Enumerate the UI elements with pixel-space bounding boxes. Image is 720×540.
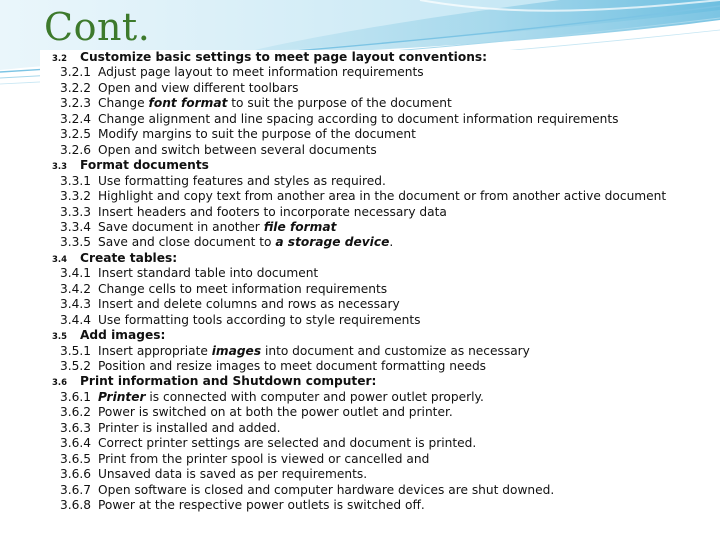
item-number: 3.3.4 (60, 219, 92, 234)
item-text: . (389, 235, 394, 250)
item-number: 3.6.8 (60, 498, 92, 513)
item-number: 3.5.1 (60, 343, 92, 358)
section-heading (40, 328, 165, 344)
outline-item (40, 220, 336, 236)
item-number: 3.6.5 (60, 451, 92, 466)
section-heading (40, 158, 209, 174)
section-heading (40, 251, 177, 267)
item-text: Power at the respective power outlets is switched off. (98, 498, 425, 513)
outline-item (40, 313, 420, 329)
outline-item (40, 452, 429, 468)
outline-item (40, 205, 447, 221)
outline-item (40, 359, 486, 375)
item-text: is connected with computer and power outlet properly. (145, 389, 484, 404)
section-heading (40, 50, 487, 66)
outline-item (40, 297, 400, 313)
item-number: 3.5.2 (60, 359, 92, 373)
section-title: Format documents (80, 158, 209, 173)
outline-item (40, 81, 298, 97)
outline-item (40, 266, 318, 282)
item-text: Use formatting tools according to style requirements (98, 312, 421, 327)
outline-item (40, 112, 618, 128)
outline-item (40, 498, 425, 514)
emphasized-text: images (211, 343, 262, 358)
section-title: Print information and Shutdown computer: (80, 374, 377, 389)
item-text: Insert and delete columns and rows as necessary (98, 297, 400, 312)
item-text: Power is switched on at both the power outlet and printer. (98, 405, 453, 420)
item-number: 3.2.2 (60, 80, 92, 95)
section-heading (40, 374, 376, 390)
item-text: Unsaved data is saved as per requirements. (98, 467, 368, 482)
section-title: Add images: (80, 328, 166, 343)
item-number: 3.6.1 (60, 389, 92, 404)
item-number: 3.2.4 (60, 111, 92, 126)
item-number: 3.4.4 (60, 312, 92, 327)
emphasized-text: file format (263, 219, 337, 234)
outline-item (40, 421, 280, 437)
item-text: Save document in another (98, 219, 264, 234)
outline-item (40, 436, 476, 452)
outline-item (40, 483, 554, 499)
item-text: Use formatting features and styles as required. (98, 173, 386, 188)
outline-item (40, 174, 386, 190)
outline-item (40, 467, 367, 483)
item-number: 3.6.7 (60, 482, 92, 497)
item-number: 3.3.5 (60, 235, 92, 250)
item-number: 3.6.2 (60, 405, 92, 420)
emphasized-text: Printer (98, 389, 146, 404)
section-number: 3.2 (52, 54, 68, 64)
section-number: 3.5 (52, 332, 68, 343)
item-text: Correct printer settings are selected and document is printed. (98, 436, 477, 451)
slide-title: Cont. (44, 5, 151, 49)
item-text: Printer is installed and added. (98, 420, 281, 435)
item-number: 3.2.1 (60, 65, 92, 80)
item-text: Open and switch between several documents (98, 142, 377, 157)
section-number: 3.6 (52, 378, 68, 389)
outline-item (40, 282, 387, 298)
item-number: 3.4.1 (60, 266, 92, 281)
item-number: 3.6.4 (60, 436, 92, 451)
section-title: Create tables: (80, 250, 178, 265)
item-text: Insert standard table into document (98, 266, 319, 281)
section-number: 3.4 (52, 254, 68, 265)
item-number: 3.4.2 (60, 281, 92, 296)
item-text: Insert headers and footers to incorporate necessary data (98, 204, 447, 219)
item-text: Position and resize images to meet document formatting needs (98, 359, 487, 373)
item-number: 3.3.1 (60, 173, 92, 188)
outline-content (40, 50, 704, 526)
item-text: Change (98, 96, 149, 111)
item-text: Open software is closed and computer hardware devices are shut downed. (98, 482, 555, 497)
item-text: into document and customize as necessary (261, 343, 530, 358)
item-number: 3.3.2 (60, 189, 92, 204)
outline-item (40, 344, 530, 360)
item-text: Open and view different toolbars (98, 80, 299, 95)
item-number: 3.2.6 (60, 142, 92, 157)
section-title: Customize basic settings to meet page layout conventions: (80, 50, 488, 64)
item-number: 3.6.3 (60, 420, 92, 435)
item-text: Change alignment and line spacing according to document information requirements (98, 111, 619, 126)
item-number: 3.3.3 (60, 204, 92, 219)
item-text: Save and close document to (98, 235, 276, 250)
outline-item (40, 189, 666, 205)
item-number: 3.6.6 (60, 467, 92, 482)
item-number: 3.2.5 (60, 127, 92, 142)
emphasized-text: a storage device (275, 235, 390, 250)
item-text: to suit the purpose of the document (227, 96, 452, 111)
outline-item (40, 65, 424, 81)
section-number: 3.3 (52, 162, 68, 173)
item-text: Print from the printer spool is viewed or cancelled and (98, 451, 430, 466)
outline-item (40, 405, 453, 421)
outline-item (40, 127, 416, 143)
item-text: Adjust page layout to meet information requirements (98, 65, 424, 80)
outline-item (40, 143, 377, 159)
outline-item (40, 390, 484, 406)
item-text: Modify margins to suit the purpose of the document (98, 127, 416, 142)
item-text: Insert appropriate (98, 343, 212, 358)
outline-item (40, 96, 452, 112)
outline-item (40, 235, 393, 251)
item-text: Change cells to meet information requirements (98, 281, 388, 296)
item-text: Highlight and copy text from another area in the document or from another active document (98, 189, 667, 204)
item-number: 3.2.3 (60, 96, 92, 111)
item-number: 3.4.3 (60, 297, 92, 312)
emphasized-text: font format (148, 96, 228, 111)
